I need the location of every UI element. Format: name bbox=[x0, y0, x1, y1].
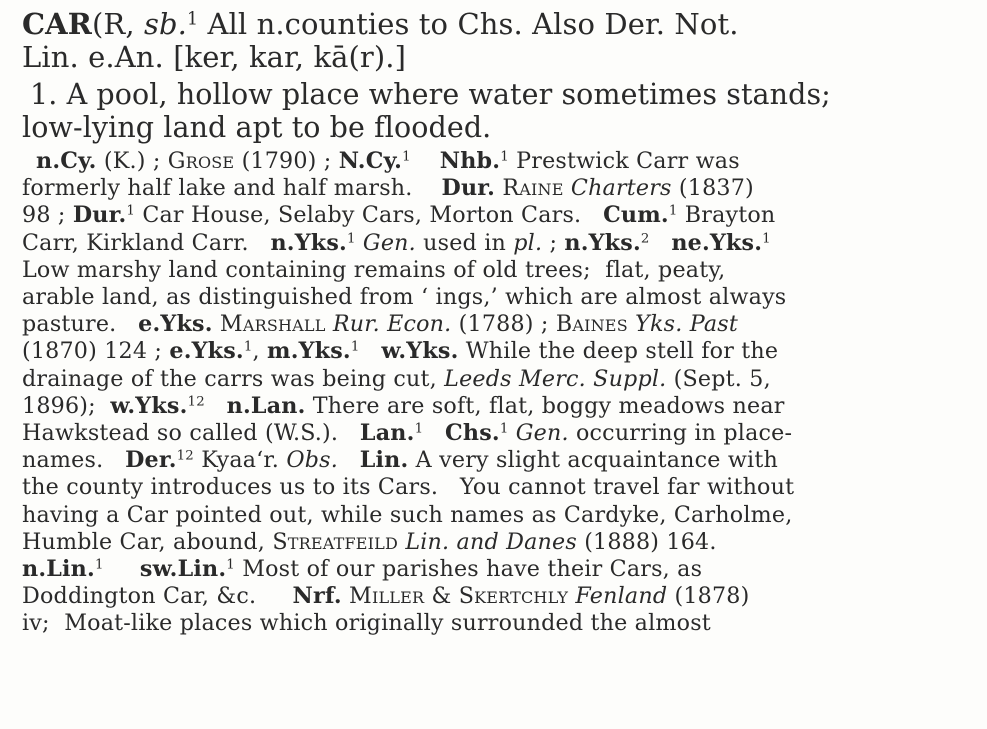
citation-line bbox=[22, 230, 977, 257]
author-name: Marshall bbox=[219, 311, 326, 338]
citation-text: drainage of the carrs was being cut, bbox=[22, 365, 445, 392]
citation-text: Doddington Car, &c. bbox=[22, 583, 293, 610]
citation-text: (1790) ; bbox=[234, 148, 339, 174]
citation-text: occurring in place- bbox=[568, 420, 793, 447]
superscript: 1 bbox=[94, 557, 104, 573]
work-title: Charters bbox=[570, 175, 672, 202]
citation-line bbox=[22, 393, 977, 420]
citation-text: having a Car pointed out, while such names as Cardyke, Carholme, bbox=[22, 501, 793, 528]
citation-text: Humble Car, abound, bbox=[22, 528, 273, 555]
citation-text: 1896); bbox=[22, 392, 111, 419]
citation-text: , bbox=[252, 338, 268, 365]
citation-text: (1888) 164. bbox=[576, 528, 717, 555]
author-name: Grose bbox=[167, 148, 235, 174]
citation-text: Hawkstead so called (W.S.). bbox=[22, 420, 360, 447]
spacer bbox=[213, 311, 220, 337]
region-abbrev: Lin. bbox=[359, 447, 409, 474]
superscript: 1 bbox=[402, 149, 411, 165]
region-abbrev: n.Yks. bbox=[564, 229, 641, 256]
citation-line bbox=[22, 610, 977, 637]
headword: CAR bbox=[22, 8, 92, 41]
pronunciation: [ker, kar, kā(r).] bbox=[173, 41, 407, 74]
citation-line bbox=[22, 502, 977, 529]
region-abbrev: n.Lin. bbox=[22, 556, 95, 583]
region-abbrev: e.Yks. bbox=[169, 338, 244, 365]
pos-superscript: 1 bbox=[186, 9, 199, 30]
citation-line bbox=[22, 284, 977, 311]
author-name: Baines bbox=[555, 311, 628, 338]
definition-line-1 bbox=[22, 78, 977, 111]
citation-text: Most of our parishes have their Cars, as bbox=[234, 556, 703, 583]
citation-text: (1788) ; bbox=[451, 311, 556, 338]
citation-text: A very slight acquaintance with bbox=[408, 447, 778, 474]
spacer bbox=[564, 175, 571, 201]
spacer bbox=[104, 556, 140, 582]
region-abbrev: sw.Lin. bbox=[139, 556, 227, 583]
superscript: 1 bbox=[243, 340, 253, 356]
superscript: 1 bbox=[499, 421, 509, 437]
citation-line bbox=[22, 257, 977, 284]
citation-line bbox=[22, 175, 977, 202]
citation-line bbox=[22, 447, 977, 474]
superscript: 1 bbox=[762, 231, 771, 247]
region-abbrev: e.Yks. bbox=[138, 311, 213, 338]
superscript: 1 bbox=[346, 231, 356, 247]
author-name: Miller & Skertchly bbox=[349, 583, 569, 610]
headword-paren: (R, bbox=[91, 8, 135, 41]
author-name: Raine bbox=[502, 175, 564, 202]
work-title: Lin. and Danes bbox=[405, 528, 577, 555]
region-abbrev: Lan. bbox=[359, 420, 415, 447]
citation-text: Carr, Kirkland Carr. bbox=[22, 229, 271, 256]
citation-line bbox=[22, 366, 977, 393]
region-abbrev: Dur. bbox=[72, 202, 127, 229]
region-abbrev: Cum. bbox=[603, 202, 669, 229]
superscript: 1 bbox=[126, 204, 136, 220]
citation-text: the county introduces us to its Cars. You cannot travel far without bbox=[22, 474, 795, 501]
definition-text-2: low-lying land apt to be flooded. bbox=[22, 111, 492, 144]
region-abbrev: n.Cy. bbox=[36, 148, 97, 174]
usage-label: Gen. bbox=[515, 420, 569, 447]
region-abbrev: ne.Yks. bbox=[671, 229, 763, 256]
citation-line bbox=[22, 583, 977, 610]
citation-line bbox=[22, 529, 977, 556]
citation-text: pasture. bbox=[22, 311, 139, 338]
citation-text: names. bbox=[22, 447, 126, 474]
region-abbrev: n.Yks. bbox=[270, 229, 347, 256]
region-abbrev: Nrf. bbox=[292, 583, 342, 610]
spacer bbox=[423, 420, 445, 446]
spacer bbox=[342, 583, 349, 609]
region-abbrev: Nhb. bbox=[439, 148, 501, 174]
region-abbrev: N.Cy. bbox=[338, 148, 403, 174]
spacer bbox=[356, 230, 363, 256]
usage-label: Obs. bbox=[286, 447, 338, 474]
citation-text: (1870) 124 ; bbox=[22, 338, 170, 365]
citation-text: (1837) bbox=[671, 175, 754, 202]
citation-line bbox=[22, 556, 977, 583]
work-title: Rur. Econ. bbox=[332, 311, 452, 338]
work-title: Yks. Past bbox=[635, 311, 738, 338]
sense-number: 1. bbox=[30, 78, 58, 111]
citation-text: Prestwick Carr was bbox=[508, 148, 740, 174]
citation-text: (K.) ; bbox=[96, 148, 168, 174]
region-abbrev: n.Lan. bbox=[226, 392, 306, 419]
author-name: Streatfeild bbox=[272, 528, 399, 555]
citation-text: 98 ; bbox=[22, 202, 73, 229]
citation-line bbox=[22, 474, 977, 501]
region-abbrev: Dur. bbox=[441, 175, 496, 202]
superscript: 1 bbox=[414, 421, 424, 437]
headword-line-2 bbox=[22, 41, 977, 74]
superscript: 12 bbox=[176, 448, 194, 464]
citation-text: iv; Moat-like places which originally surrounded the almost bbox=[22, 610, 711, 637]
spacer bbox=[360, 338, 382, 364]
spacer bbox=[338, 447, 360, 473]
superscript: 1 bbox=[226, 557, 235, 573]
citation-line bbox=[22, 148, 977, 175]
citation-text: used in bbox=[415, 229, 514, 256]
citation-text: ; bbox=[542, 229, 565, 256]
region-abbrev: w.Yks. bbox=[381, 338, 459, 365]
spacer bbox=[650, 230, 672, 256]
definition-text-1: A pool, hollow place where water sometimes stands; bbox=[66, 78, 831, 111]
citation-text: (Sept. 5, bbox=[666, 365, 771, 392]
headword-line bbox=[22, 8, 977, 41]
superscript: 2 bbox=[640, 231, 650, 247]
citation-text: Low marshy land containing remains of old trees; flat, peaty, bbox=[22, 256, 726, 283]
citation-text: Brayton bbox=[677, 202, 776, 229]
citation-text: formerly half lake and half marsh. bbox=[22, 175, 442, 202]
work-title: Leeds Merc. Suppl. bbox=[444, 365, 667, 392]
superscript: 1 bbox=[350, 340, 360, 356]
citation-text: While the deep stell for the bbox=[458, 338, 779, 365]
citation-text: Kyaa‘r. bbox=[193, 447, 287, 474]
citation-text: (1878) bbox=[667, 583, 750, 610]
citation-line bbox=[22, 311, 977, 338]
region-abbrev: Der. bbox=[125, 447, 177, 474]
work-title: Fenland bbox=[575, 583, 668, 610]
distribution-text: All n.counties to Chs. Also Der. Not. bbox=[207, 8, 739, 41]
citation-text: There are soft, flat, boggy meadows near bbox=[305, 392, 785, 419]
region-abbrev: Chs. bbox=[445, 420, 500, 447]
part-of-speech: sb. bbox=[143, 8, 187, 41]
distribution-text-2: Lin. e.An. bbox=[22, 41, 164, 74]
definition-line-2 bbox=[22, 111, 977, 144]
citation-line bbox=[22, 420, 977, 447]
citation-line bbox=[22, 202, 977, 229]
superscript: 12 bbox=[187, 394, 205, 410]
spacer bbox=[411, 148, 440, 174]
region-abbrev: w.Yks. bbox=[110, 392, 188, 419]
spacer bbox=[326, 311, 333, 337]
usage-label: Gen. bbox=[362, 229, 416, 256]
citation-text: arable land, as distinguished from ‘ ings,’ which are almost always bbox=[22, 284, 787, 311]
spacer bbox=[205, 393, 227, 419]
citation-line bbox=[22, 338, 977, 365]
spacer bbox=[508, 420, 515, 446]
region-abbrev: m.Yks. bbox=[267, 338, 351, 365]
superscript: 1 bbox=[500, 149, 509, 165]
citation-text: Car House, Selaby Cars, Morton Cars. bbox=[135, 202, 604, 229]
superscript: 1 bbox=[668, 204, 678, 220]
usage-label: pl. bbox=[513, 229, 543, 256]
